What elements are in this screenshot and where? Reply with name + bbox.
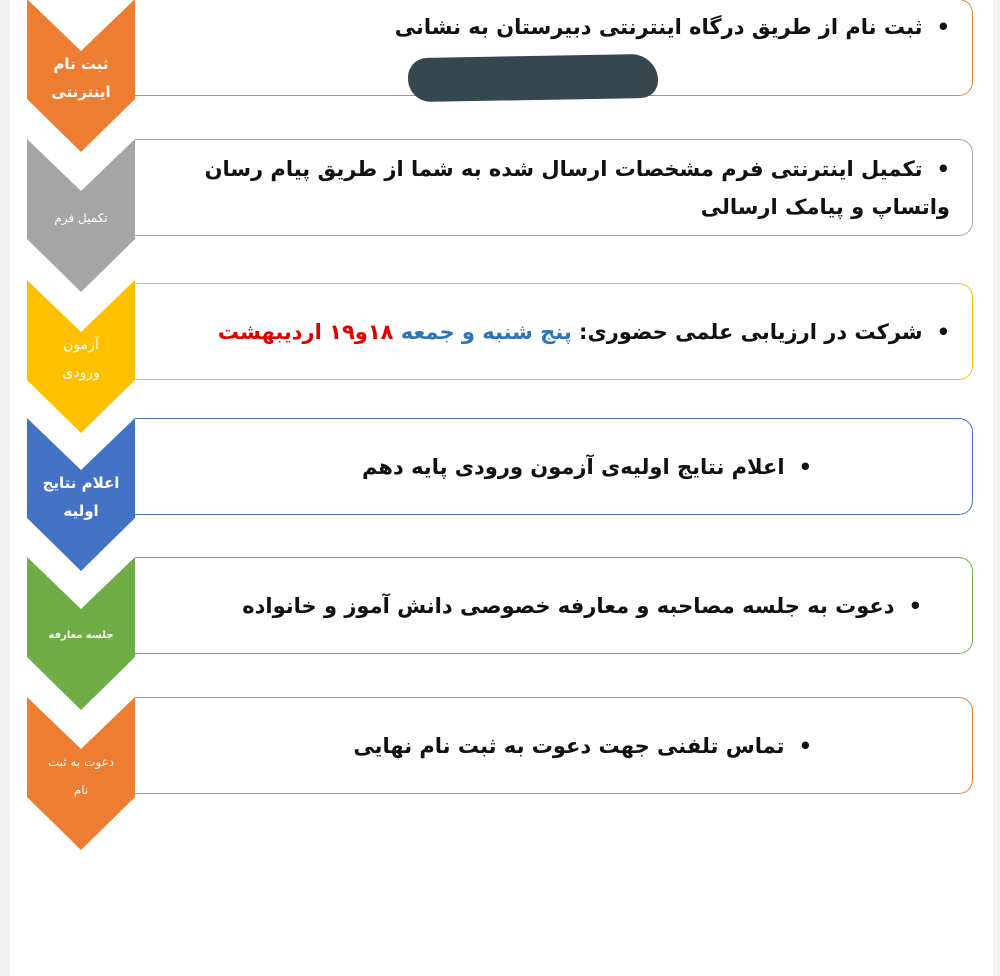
chevron-label: اعلام نتایج اولیه <box>42 474 120 520</box>
step-text: تماس تلفنی جهت دعوت به ثبت نام نهایی <box>353 733 785 758</box>
step-initial-results <box>27 418 977 571</box>
chevron-label: آزمون ورودی <box>62 337 100 381</box>
step-box: •دعوت به جلسه مصاحبه و معارفه خصوصی دانش آموز و خانواده <box>135 557 973 654</box>
chevron <box>27 0 135 152</box>
step-box: •شرکت در ارزیابی علمی حضوری: پنج شنبه و جمعه ۱۸و۱۹ اردیبهشت <box>135 283 973 380</box>
chevron <box>27 139 135 292</box>
step-entrance-exam <box>27 280 977 433</box>
chevron-label: جلسه معارفه <box>48 630 114 641</box>
step-introduction-session <box>27 557 977 710</box>
exam-days: پنج شنبه و جمعه <box>400 319 572 344</box>
step-box: •تماس تلفنی جهت دعوت به ثبت نام نهایی <box>135 697 973 794</box>
left-margin <box>0 0 10 976</box>
step-text: تکمیل اینترنتی فرم مشخصات ارسال شده به شما از طریق پیام رسان واتساپ و پیامک ارسالی <box>204 156 950 219</box>
redacted-address <box>408 54 659 102</box>
step-text: دعوت به جلسه مصاحبه و معارفه خصوصی دانش آموز و خانواده <box>242 593 895 618</box>
chevron <box>27 280 135 433</box>
chevron-label: ثبت نام اینترنتی <box>51 55 111 101</box>
exam-dates: ۱۸و۱۹ اردیبهشت <box>217 319 401 344</box>
step-text: شرکت در ارزیابی علمی حضوری: <box>571 319 923 344</box>
step-text: ثبت نام از طریق درگاه اینترنتی دبیرستان به نشانی <box>394 15 923 39</box>
step-final-registration <box>27 697 977 850</box>
chevron-label: تکمیل فرم <box>54 211 108 225</box>
step-complete-form <box>27 139 977 292</box>
step-box: •ثبت نام از طریق درگاه اینترنتی دبیرستان به نشانی <box>135 0 973 96</box>
chevron <box>27 557 135 710</box>
step-box: •تکمیل اینترنتی فرم مشخصات ارسال شده به شما از طریق پیام رسان واتساپ و پیامک ارسالی <box>135 139 973 236</box>
step-text: اعلام نتایج اولیه‌ی آزمون ورودی پایه دهم <box>361 454 785 479</box>
step-box: •اعلام نتایج اولیه‌ی آزمون ورودی پایه دهم <box>135 418 973 515</box>
scrollbar-track[interactable] <box>993 0 1000 976</box>
chevron-label: دعوت به ثبت نام <box>47 755 115 797</box>
chevron <box>27 418 135 571</box>
chevron <box>27 697 135 850</box>
